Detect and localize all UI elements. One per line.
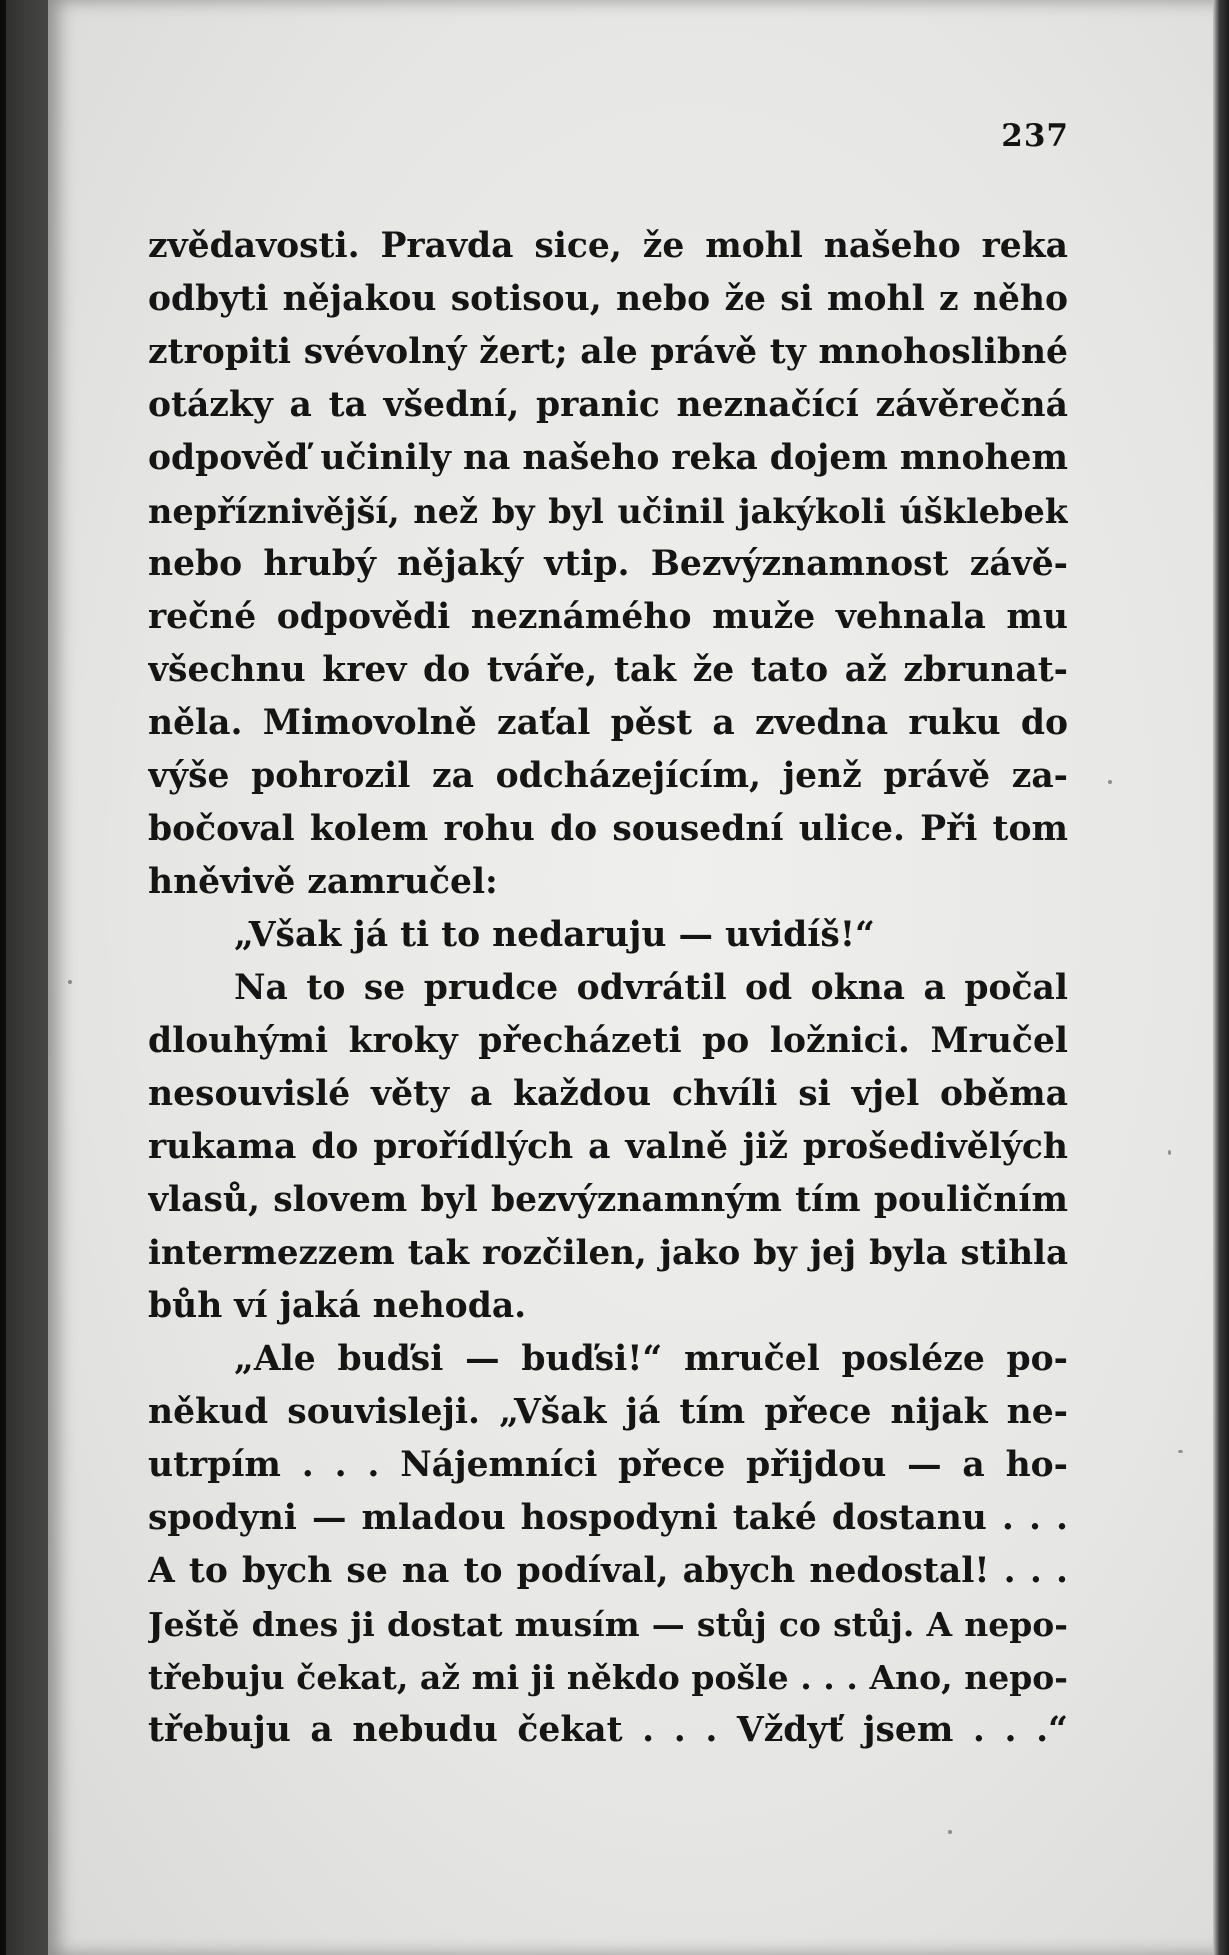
text-line: otázky a ta všední, pranic neznačící závěrečná xyxy=(148,385,1068,425)
text-line: ztropiti svévolný žert; ale právě ty mnohoslibné xyxy=(148,332,1068,372)
text-line: odbyti nějakou sotisou, nebo že si mohl z něho xyxy=(148,279,1068,319)
text-line: bůh ví jaká nehoda. xyxy=(148,1286,527,1326)
text-line: spodyni — mladou hospodyni také dostanu . . . xyxy=(148,1498,1068,1538)
text-line: „Však já ti to nedaruju — uvidíš!“ xyxy=(234,915,875,955)
text-line: rukama do prořídlých a valně již prošedivělých xyxy=(148,1127,1068,1167)
text-line: „Ale buďsi — buďsi!“ mručel posléze po- xyxy=(234,1339,1068,1379)
text-line: utrpím . . . Nájemníci přece přijdou — a ho- xyxy=(148,1445,1068,1485)
text-line: zvědavosti. Pravda sice, že mohl našeho reka xyxy=(148,226,1068,266)
text-line: třebuju a nebudu čekat . . . Vždyť jsem . . .“ xyxy=(148,1710,1068,1750)
text-line: vlasů, slovem byl bezvýznamným tím pouličním xyxy=(148,1180,1068,1220)
text-line: A to bych se na to podíval, abych nedostal! . . . xyxy=(148,1551,1068,1591)
text-line: odpověď učinily na našeho reka dojem mnohem xyxy=(148,438,1068,478)
facing-page-edge xyxy=(6,0,48,1955)
text-line: Ještě dnes ji dostat musím — stůj co stůj. A nepo- xyxy=(148,1605,1068,1644)
paper-speck xyxy=(68,980,72,984)
text-line: třebuju čekat, až mi ji někdo pošle . . . Ano, nepo- xyxy=(148,1658,1068,1697)
text-line: dlouhými kroky přecházeti po ložnici. Mručel xyxy=(148,1021,1068,1061)
page-right-edge xyxy=(1213,0,1229,1955)
body-text xyxy=(148,220,1068,1757)
paper-speck xyxy=(948,1830,952,1834)
paper-speck xyxy=(1108,780,1112,784)
text-line: všechnu krev do tváře, tak že tato až zbrunat- xyxy=(148,650,1068,690)
text-line: nesouvislé věty a každou chvíli si vjel oběma xyxy=(148,1074,1068,1114)
text-line: výše pohrozil za odcházejícím, jenž právě za- xyxy=(148,756,1068,796)
text-line: bočoval kolem rohu do sousední ulice. Při tom xyxy=(148,809,1068,849)
text-line: hněvivě zamručel: xyxy=(148,862,498,902)
page-number: 237 xyxy=(1001,118,1069,154)
text-line: nepříznivější, než by byl učinil jakýkoli úšklebek xyxy=(148,492,1068,531)
text-line: intermezzem tak rozčilen, jako by jej byla stihla xyxy=(148,1233,1068,1273)
text-line: něla. Mimovolně zaťal pěst a zvedna ruku do xyxy=(148,703,1068,743)
text-line: někud souvisleji. „Však já tím přece nijak ne- xyxy=(148,1392,1068,1432)
text-line: nebo hrubý nějaký vtip. Bezvýznamnost závě- xyxy=(148,544,1068,584)
paper-speck xyxy=(1178,1450,1183,1453)
paper-speck xyxy=(1168,1150,1171,1155)
text-line: Na to se prudce odvrátil od okna a počal xyxy=(234,968,1068,1008)
text-line: rečné odpovědi neznámého muže vehnala mu xyxy=(148,597,1068,637)
